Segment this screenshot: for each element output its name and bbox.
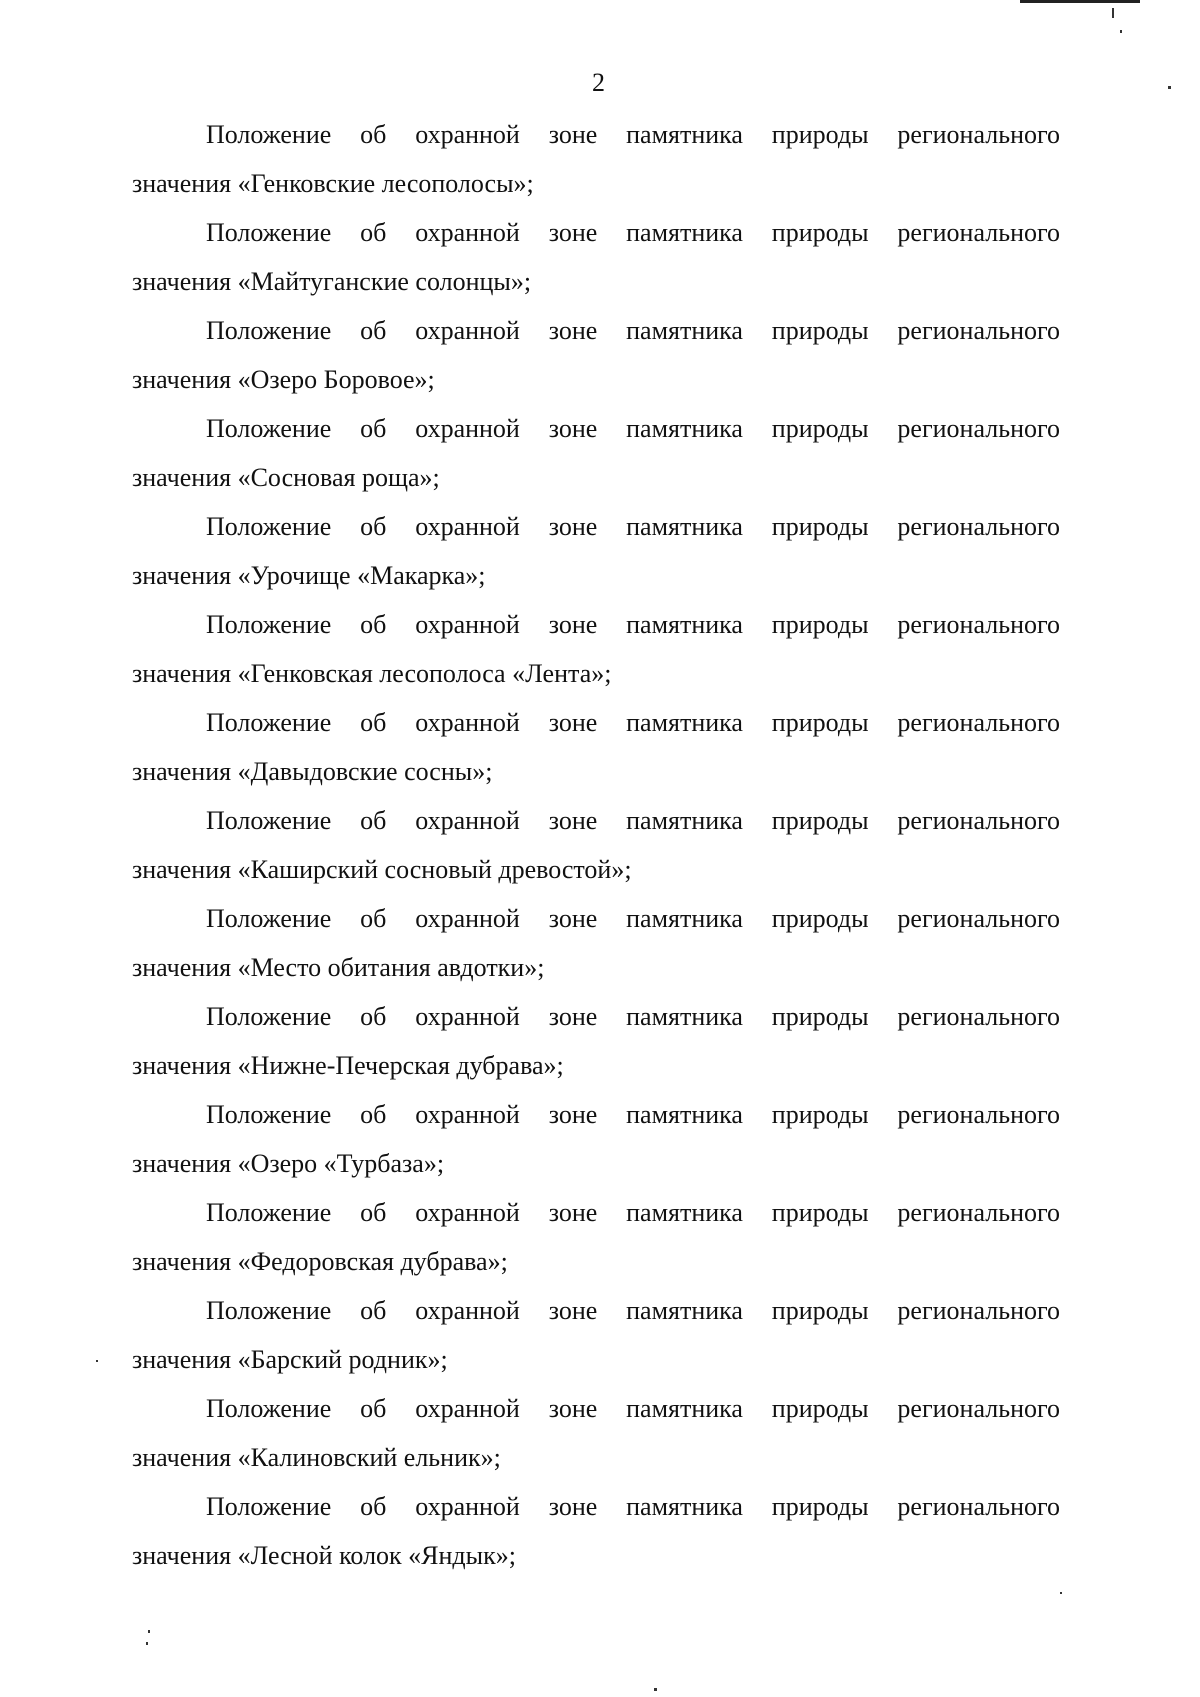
- list-item: [132, 1286, 1060, 1384]
- entry-name: значения «Лесной колок «Яндык»;: [132, 1541, 516, 1570]
- list-item: [132, 600, 1060, 698]
- list-item: [132, 306, 1060, 404]
- entry-name: значения «Каширский сосновый древостой»;: [132, 855, 632, 884]
- list-item: [132, 1384, 1060, 1482]
- entry-title: Положение об охранной зоне памятника природы регионального: [206, 1296, 1060, 1325]
- scan-speck: [1060, 1592, 1062, 1594]
- entry-title: Положение об охранной зоне памятника природы регионального: [206, 904, 1060, 933]
- entry-title: Положение об охранной зоне памятника природы регионального: [206, 316, 1060, 345]
- entry-name: значения «Генковская лесополоса «Лента»;: [132, 659, 612, 688]
- entry-name: значения «Барский родник»;: [132, 1345, 448, 1374]
- list-item: [132, 1482, 1060, 1580]
- entry-title: Положение об охранной зоне памятника природы регионального: [206, 708, 1060, 737]
- list-item: [132, 208, 1060, 306]
- scan-speck: [654, 1688, 657, 1691]
- scan-speck: [96, 1360, 98, 1362]
- scan-speck: [1120, 30, 1122, 33]
- entry-title: Положение об охранной зоне памятника природы регионального: [206, 1002, 1060, 1031]
- entry-title: Положение об охранной зоне памятника природы регионального: [206, 1492, 1060, 1521]
- entry-title: Положение об охранной зоне памятника природы регионального: [206, 120, 1060, 149]
- entry-title: Положение об охранной зоне памятника природы регионального: [206, 806, 1060, 835]
- entry-name: значения «Сосновая роща»;: [132, 463, 440, 492]
- scan-speck: [1168, 86, 1171, 89]
- list-item: [132, 404, 1060, 502]
- page-number: 2: [592, 68, 605, 97]
- list-item: [132, 502, 1060, 600]
- entry-name: значения «Озеро «Турбаза»;: [132, 1149, 445, 1178]
- regulation-list: [132, 110, 1060, 1580]
- entry-title: Положение об охранной зоне памятника природы регионального: [206, 610, 1060, 639]
- entry-title: Положение об охранной зоне памятника природы регионального: [206, 1100, 1060, 1129]
- list-item: [132, 1090, 1060, 1188]
- list-item: [132, 796, 1060, 894]
- entry-name: значения «Калиновский ельник»;: [132, 1443, 501, 1472]
- entry-title: Положение об охранной зоне памятника природы регионального: [206, 218, 1060, 247]
- scan-edge-line: [1020, 0, 1140, 3]
- entry-name: значения «Урочище «Макарка»;: [132, 561, 486, 590]
- list-item: [132, 894, 1060, 992]
- entry-name: значения «Генковские лесополосы»;: [132, 169, 534, 198]
- entry-name: значения «Место обитания авдотки»;: [132, 953, 545, 982]
- scan-speck: [148, 1630, 150, 1633]
- entry-title: Положение об охранной зоне памятника природы регионального: [206, 1394, 1060, 1423]
- entry-name: значения «Майтуганские солонцы»;: [132, 267, 532, 296]
- scan-speck: [146, 1642, 148, 1645]
- entry-name: значения «Озеро Боровое»;: [132, 365, 435, 394]
- entry-title: Положение об охранной зоне памятника природы регионального: [206, 512, 1060, 541]
- entry-name: значения «Нижне-Печерская дубрава»;: [132, 1051, 564, 1080]
- entry-name: значения «Давыдовские сосны»;: [132, 757, 493, 786]
- list-item: [132, 110, 1060, 208]
- scan-speck: [1112, 8, 1114, 18]
- list-item: [132, 1188, 1060, 1286]
- list-item: [132, 698, 1060, 796]
- entry-title: Положение об охранной зоне памятника природы регионального: [206, 1198, 1060, 1227]
- entry-title: Положение об охранной зоне памятника природы регионального: [206, 414, 1060, 443]
- list-item: [132, 992, 1060, 1090]
- entry-name: значения «Федоровская дубрава»;: [132, 1247, 508, 1276]
